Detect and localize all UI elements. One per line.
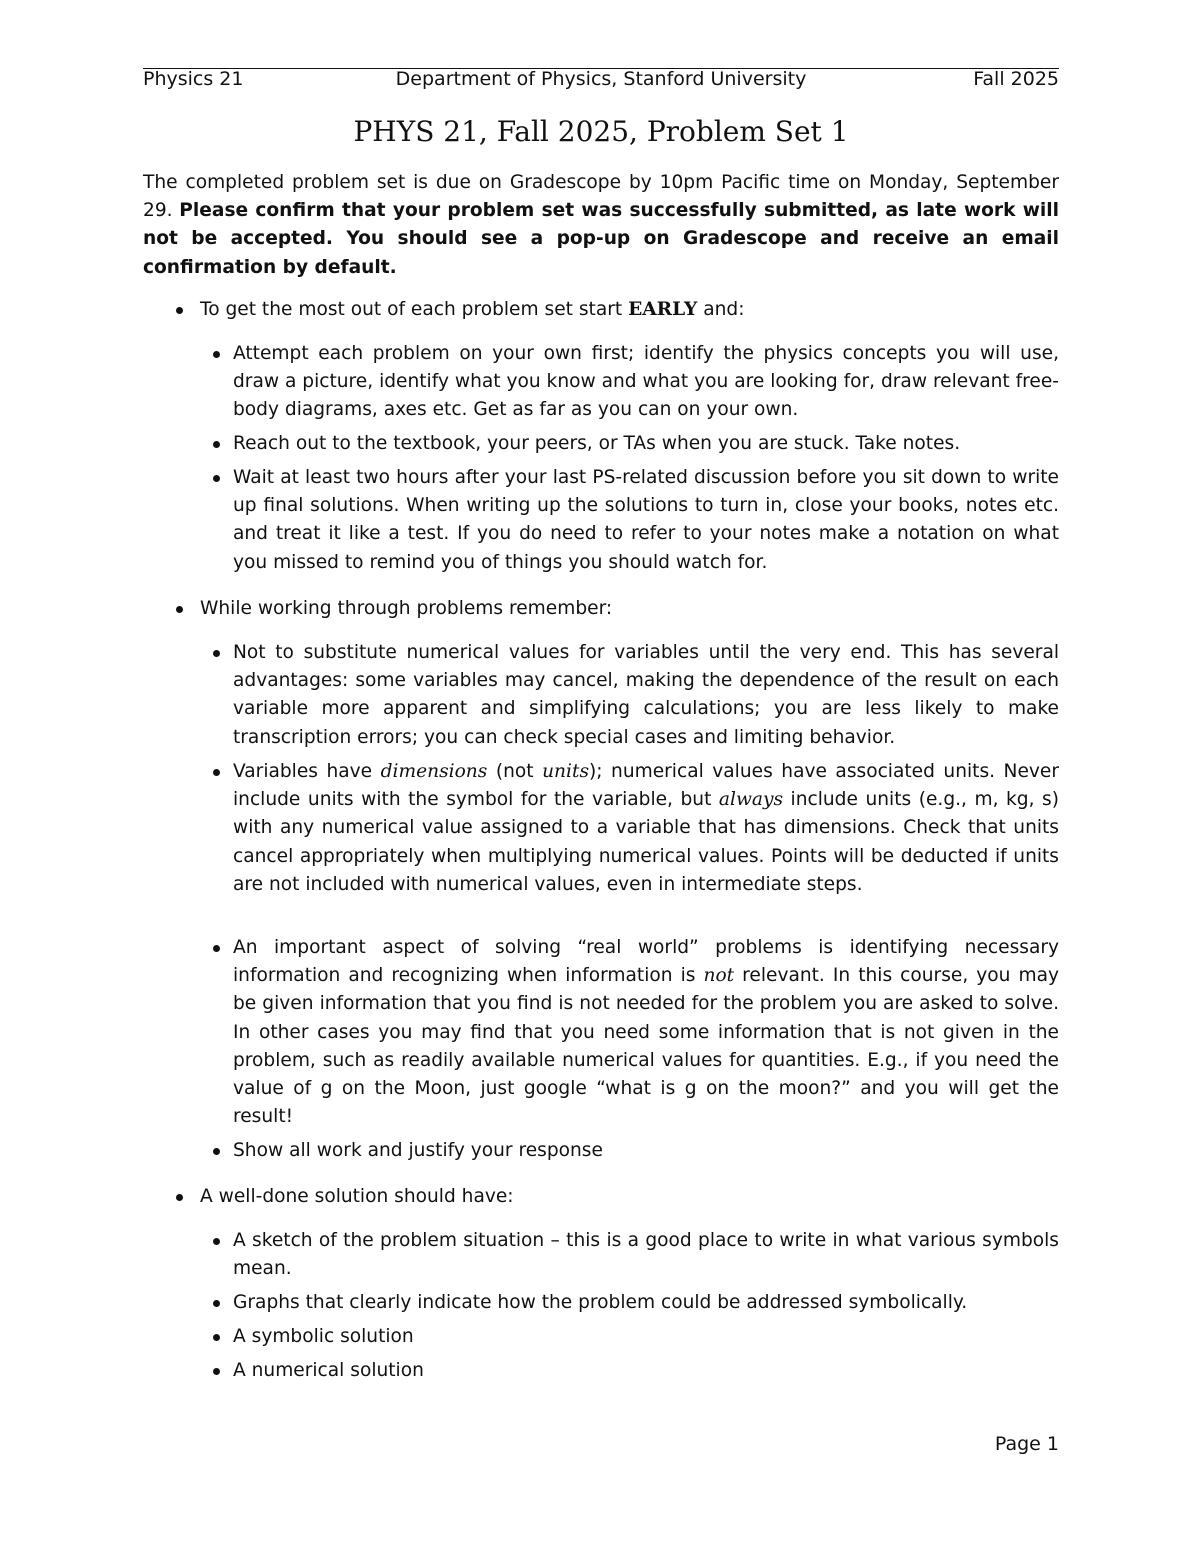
header-term: Fall 2025 (973, 68, 1059, 90)
intro-paragraph (143, 169, 1059, 282)
item-text: include units (e.g., m, kg, s) with any numerical value assigned to a variable that has dimensions. Check that units cancel appropriately when multiplying numerical values. Points will be deducted if units are not included with numerical values, even in intermediate steps. (233, 789, 1059, 895)
list-item: A symbolic solution (233, 1323, 1059, 1351)
item-text: An important aspect of solving “real world” problems is identifying necessary information and recognizing when information is (233, 937, 1059, 987)
list-item: Reach out to the textbook, your peers, or TAs when you are stuck. Take notes. (233, 430, 1059, 458)
item-text: ); numerical values have associated units. Never include units with the symbol for the variable, but (233, 761, 1059, 811)
bullet-text: and: (697, 299, 745, 320)
item-italic-dimensions: dimensions (380, 761, 488, 782)
item-text: (not (487, 761, 543, 782)
item-italic-not: not (703, 965, 735, 987)
list-item: Wait at least two hours after your last PS-related discussion before you sit down to write up final solutions. When writing up the solutions to turn in, close your books, notes etc. and treat it like a test. If you do need to refer to your notes make a notation on what you missed to remind you of things you should watch for. (233, 464, 1059, 577)
intro-bold-warning: Please confirm that your problem set was successfully submitted, as late work will not be accepted. You should see a pop-up on Gradescope and receive an email confirmation by default. (143, 200, 1059, 278)
item-text: Variables have (233, 761, 381, 782)
list-item: Show all work and justify your response (233, 1137, 1059, 1165)
bullet-while-working: While working through problems remember: (200, 595, 1059, 623)
bullet-text: To get the most out of each problem set start (200, 299, 629, 320)
item-italic-units: units (542, 761, 589, 782)
item-italic-always: always (718, 789, 784, 811)
bullet-emphasis: EARLY (628, 299, 698, 320)
list-item-real-world (233, 934, 1059, 1131)
page-number: Page 1 (994, 1433, 1059, 1455)
header-department: Department of Physics, Stanford University (395, 68, 807, 90)
list-item: A sketch of the problem situation – this is a good place to write in what various symbols mean. (233, 1227, 1059, 1283)
list-item: Not to substitute numerical values for variables until the very end. This has several advantages: some variables may cancel, making the dependence of the result on each variable more apparent and simplifying calculations; you are less likely to make transcription errors; you can check special cases and limiting behavior. (233, 639, 1059, 752)
list-item: Attempt each problem on your own first; identify the physics concepts you will use, draw a picture, identify what you know and what you are looking for, draw relevant free-body diagrams, axes etc. Get as far as you can on your own. (233, 340, 1059, 425)
list-item: A numerical solution (233, 1357, 1059, 1385)
header-course: Physics 21 (143, 68, 244, 90)
page-header (143, 66, 1059, 90)
bullet-start-early (200, 296, 1059, 324)
item-text: relevant. In this course, you may be given information that you find is not needed for the problem you are asked to solve. In other cases you may find that you need some information that is not given in the problem, such as readily available numerical values for quantities. E.g., if you need the value of g on the Moon, just google “what is g on the moon?” and you will get the result! (233, 965, 1059, 1128)
page-title: PHYS 21, Fall 2025, Problem Set 1 (353, 115, 849, 148)
list-item-dimensions (233, 758, 1059, 899)
intro-plain: The completed problem set is due on Gradescope by 10pm Pacific time on Monday, September 29. (143, 172, 1059, 222)
bullet-well-done-solution: A well-done solution should have: (200, 1183, 1059, 1211)
list-item: Graphs that clearly indicate how the problem could be addressed symbolically. (233, 1289, 1059, 1317)
